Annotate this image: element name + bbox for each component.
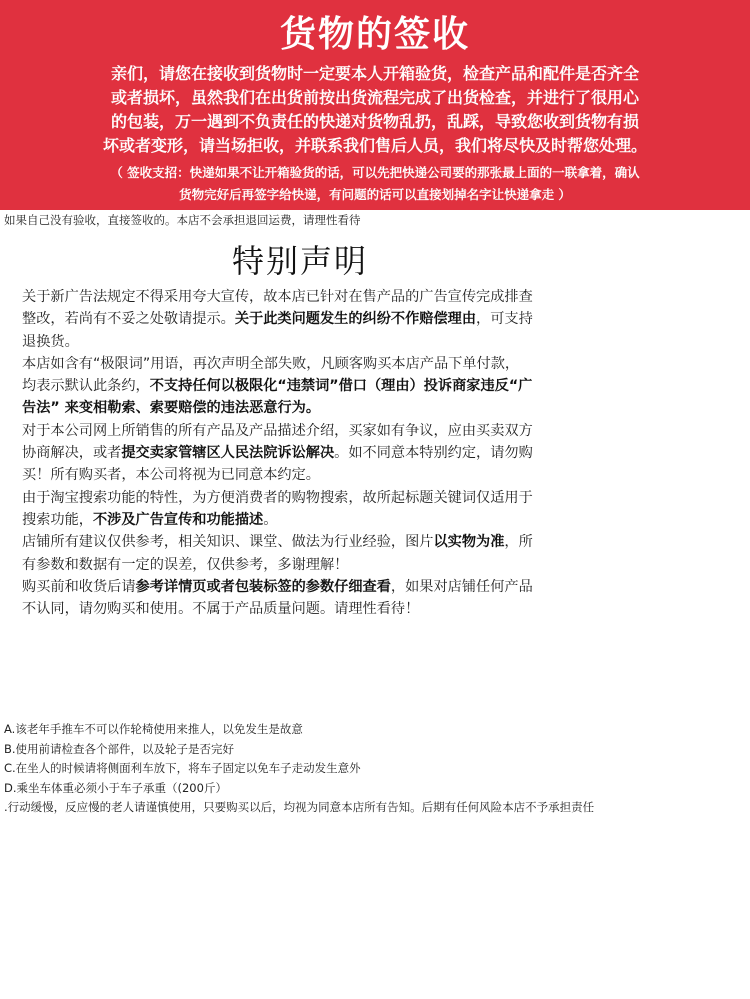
statement-line [22, 353, 582, 375]
statement-text: 由于淘宝搜索功能的特性，为方便消费者的购物搜索，故所起标题关键词仅适用于 [22, 489, 533, 506]
statement-text: ，如果对店铺任何产品 [390, 578, 533, 595]
statement-line [22, 509, 582, 531]
statement-line [22, 308, 582, 330]
statement-title: 特别声明 [231, 242, 368, 280]
receipt-banner [0, 0, 750, 210]
statement-line [22, 554, 582, 576]
statement-line [22, 464, 582, 486]
statement-emphasis: 不支持任何以极限化“违禁词”借口（理由）投诉商家违反“广 [149, 378, 533, 395]
statement-emphasis: 参考详情页或者包装标签的参数仔细查看 [135, 578, 391, 595]
statement-line [22, 487, 582, 509]
statement-emphasis: 以实物为准 [433, 534, 505, 551]
banner-note-line: 货物完好后再签字给快递，有问题的话可以直接划掉名字让快递拿走 ） [179, 187, 571, 202]
statement-text: 购买前和收货后请 [22, 578, 136, 595]
statement-text: ，可支持 [476, 311, 533, 328]
statement-line [22, 531, 582, 553]
banner-body-line: 亲们，请您在接收到货物时一定要本人开箱验货，检查产品和配件是否齐全 [110, 64, 639, 83]
statement-text: 均表示默认此条约， [22, 378, 150, 395]
statement-line [22, 397, 582, 419]
statement-text: 退换货。 [22, 333, 79, 350]
statement-emphasis: 提交卖家管辖区人民法院诉讼解决 [121, 445, 335, 462]
statement-text: 有参数和数据有一定的误差，仅供参考，多谢理解！ [22, 556, 349, 573]
statement-text: 。 [263, 511, 278, 528]
special-statement [22, 286, 582, 620]
usage-note-item: C.在坐人的时候请将侧面利车放下，将车子固定以免车子走动发生意外 [4, 761, 361, 775]
statement-text: 协商解决，或者 [22, 445, 122, 462]
usage-note-item: .行动缓慢，反应慢的老人请谨慎使用，只要购买以后，均视为同意本店所有告知。后期有任何风险本店不予承担责任 [4, 800, 595, 814]
statement-line [22, 442, 582, 464]
no-inspection-notice: 如果自己没有验收，直接签收的。本店不会承担退回运费，请理性看待 [4, 213, 361, 227]
statement-text: 搜索功能， [22, 511, 93, 528]
banner-note [0, 162, 750, 206]
statement-text: 本店如含有“极限词”用语，再次声明全部失败，凡顾客购买本店产品下单付款， [22, 355, 520, 372]
statement-text: 关于新广告法规定不得采用夸大宣传，故本店已针对在售产品的广告宣传完成排查 [22, 289, 533, 305]
statement-line [22, 375, 582, 397]
statement-text: 不认同，请勿购买和使用。不属于产品质量问题。请理性看待！ [22, 601, 420, 618]
statement-line [22, 576, 582, 598]
statement-emphasis: 关于此类问题发生的纠纷不作赔偿理由 [234, 311, 477, 328]
statement-emphasis: 告法” 来变相勒索、索要赔偿的违法恶意行为。 [22, 400, 321, 417]
usage-notes [4, 720, 594, 818]
usage-note-item: D.乘坐车体重必须小于车子承重（(200斤） [4, 780, 227, 795]
statement-text: 店铺所有建议仅供参考，相关知识、课堂、做法为行业经验，图片 [22, 534, 434, 551]
statement-emphasis: 不涉及广告宣传和功能描述 [92, 511, 264, 528]
banner-body-line: 的包装，万一遇到不负责任的快递对货物乱扔，乱踩，导致您收到货物有损 [110, 112, 639, 131]
banner-body [0, 62, 750, 158]
banner-body-line: 坏或者变形，请当场拒收，并联系我们售后人员，我们将尽快及时帮您处理。 [102, 136, 647, 155]
statement-line [22, 331, 582, 353]
statement-text: 整改，若尚有不妥之处敬请提示。 [22, 311, 235, 328]
statement-line [22, 420, 582, 442]
banner-note-line: （ 签收支招：快递如果不让开箱验货的话，可以先把快递公司要的那张最上面的一联拿着，确认 [110, 165, 640, 180]
statement-text: ，所 [504, 534, 533, 551]
usage-note-item: B.使用前请检查各个部件，以及轮子是否完好 [4, 741, 235, 756]
statement-text: 。如不同意本特别约定，请勿购 [334, 445, 533, 462]
statement-text: 买！所有购买者，本公司将视为已同意本约定。 [22, 467, 320, 484]
statement-line [22, 286, 582, 308]
usage-note-item: A.该老年手推车不可以作轮椅使用来推人，以免发生是故意 [4, 722, 303, 736]
banner-body-line: 或者损坏，虽然我们在出货前按出货流程完成了出货检查，并进行了很用心 [110, 88, 639, 107]
banner-title: 货物的签收 [279, 14, 470, 55]
statement-line [22, 598, 582, 620]
statement-text: 对于本公司网上所销售的所有产品及产品描述介绍，买家如有争议，应由买卖双方 [22, 422, 533, 439]
